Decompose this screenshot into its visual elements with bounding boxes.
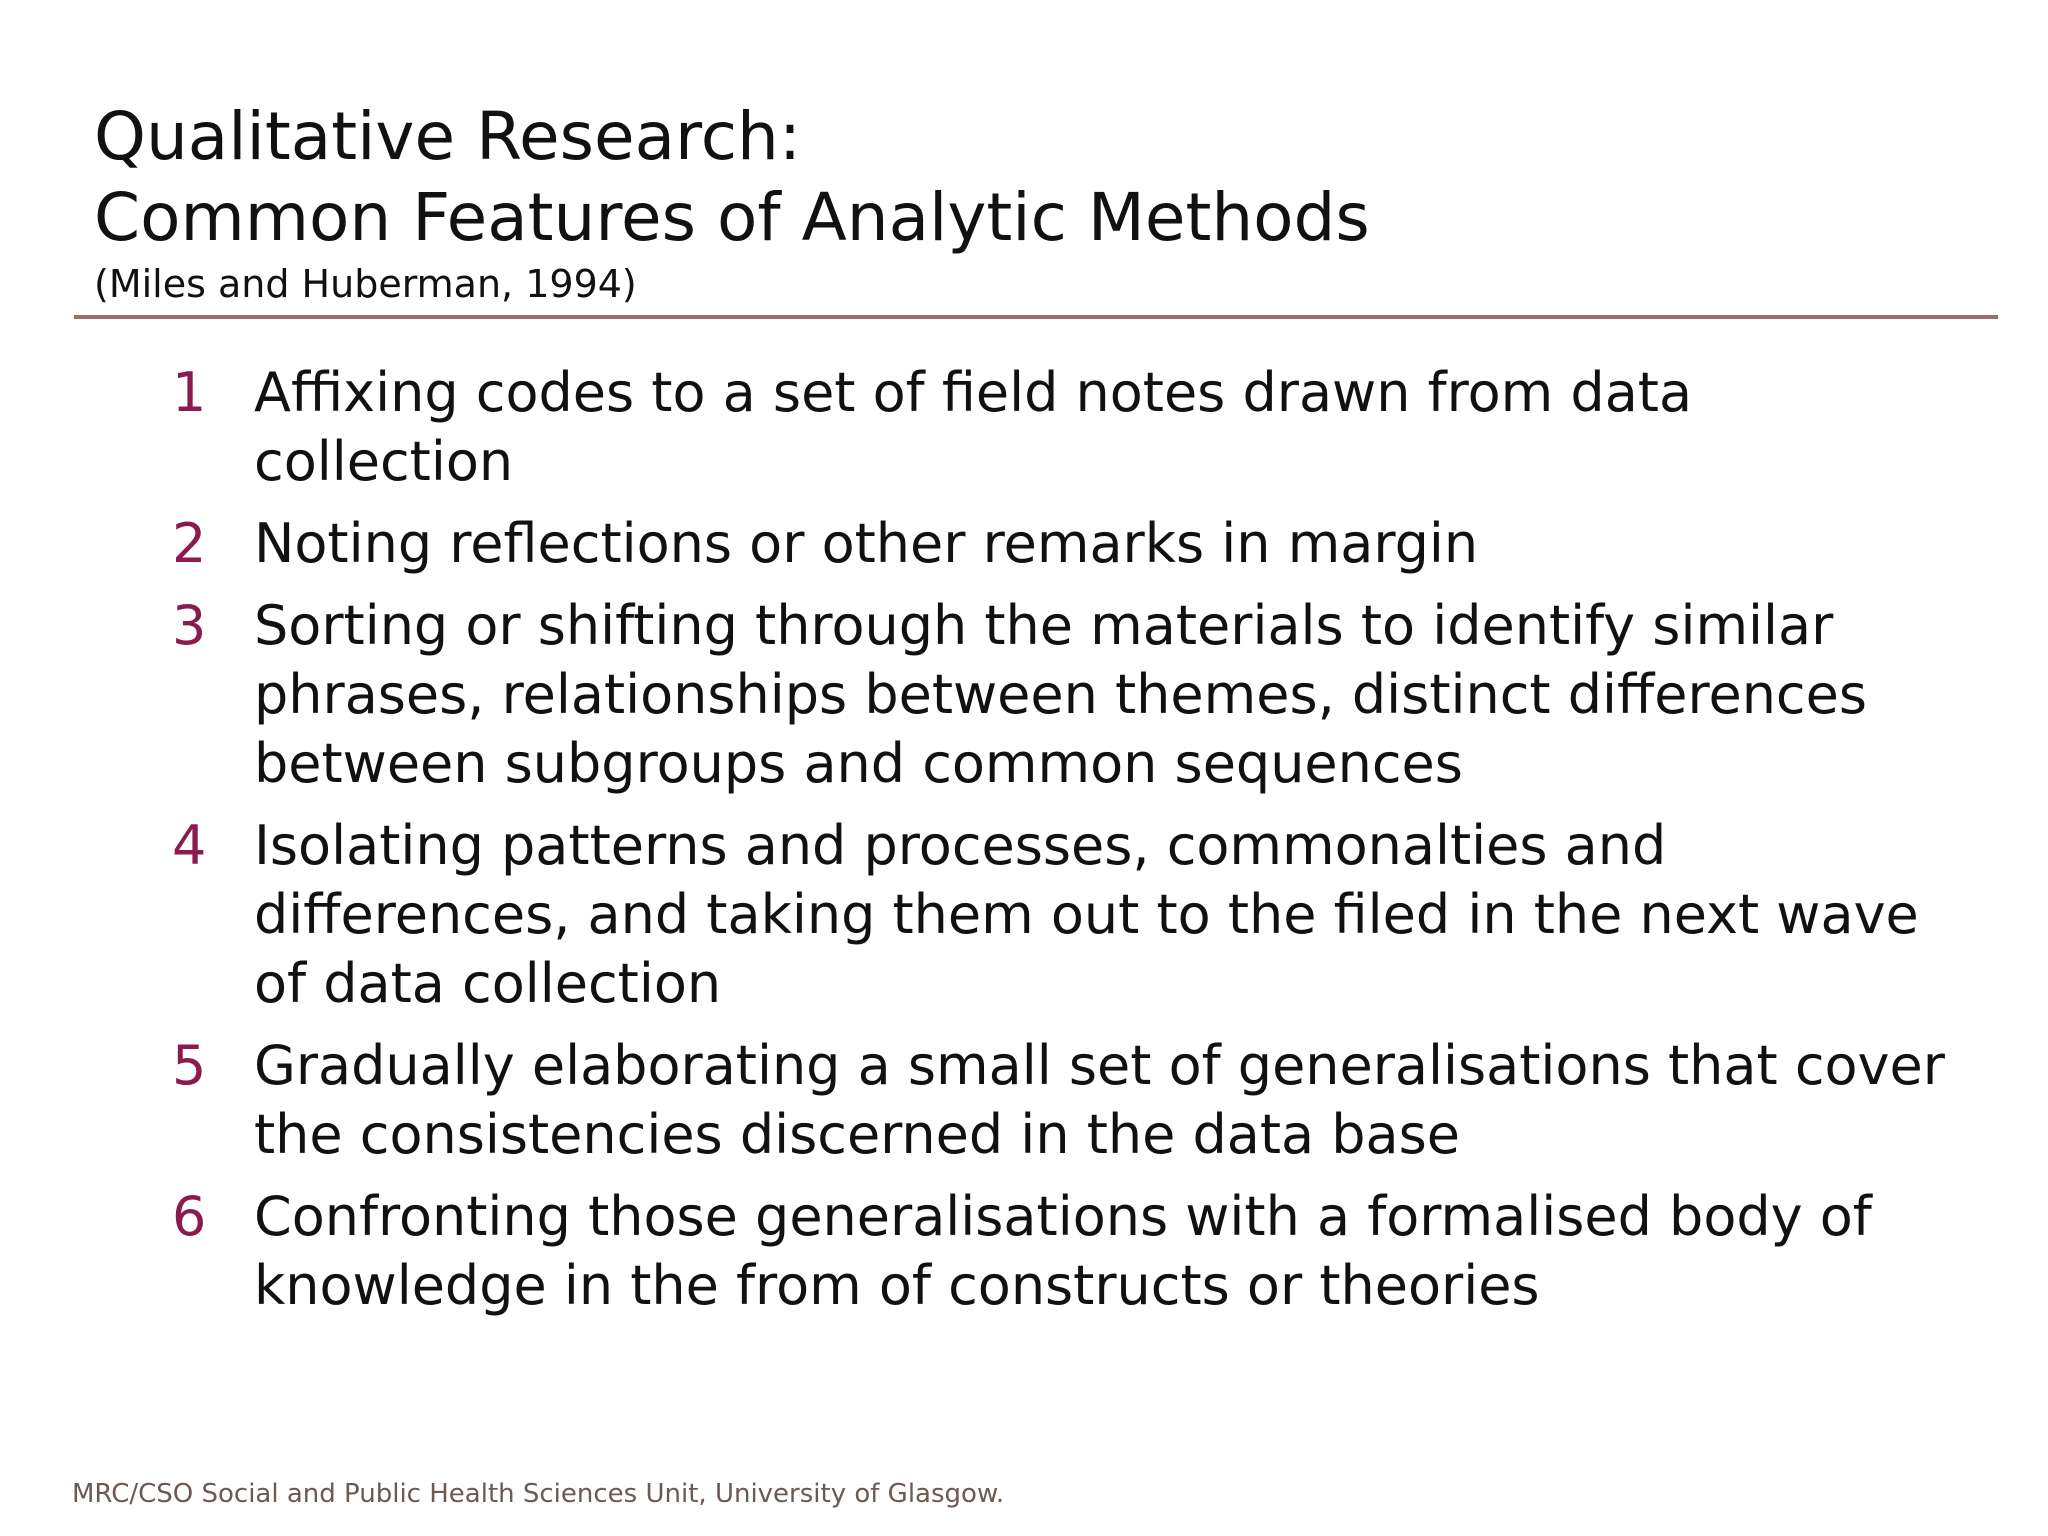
page-subtitle: (Miles and Huberman, 1994) bbox=[94, 262, 637, 306]
list-item bbox=[172, 811, 1972, 1018]
page-title-line-1: Qualitative Research: bbox=[94, 98, 802, 175]
list-item bbox=[172, 591, 1972, 798]
footer-credit: MRC/CSO Social and Public Health Sciences Unit, University of Glasgow. bbox=[72, 1479, 1005, 1509]
list-item-text: Affixing codes to a set of field notes drawn from data collection bbox=[254, 361, 1693, 493]
title-divider bbox=[74, 315, 1998, 319]
list-item bbox=[172, 358, 1972, 496]
list-item bbox=[172, 1182, 1972, 1320]
list-item-number: 2 bbox=[172, 512, 207, 575]
list-item-text: Sorting or shifting through the materials to identify similar phrases, relationships between themes, distinct differences between subgroups and common sequences bbox=[254, 594, 1867, 795]
list-item bbox=[172, 509, 1972, 578]
page-title-line-2: Common Features of Analytic Methods bbox=[94, 179, 1370, 256]
list-item-number: 3 bbox=[172, 594, 207, 657]
list-item-text: Isolating patterns and processes, commonalties and differences, and taking them out to the filed in the next wave of data collection bbox=[254, 814, 1919, 1015]
title-block bbox=[94, 96, 1944, 308]
list-item-number: 4 bbox=[172, 814, 207, 877]
numbered-list bbox=[172, 358, 1972, 1333]
list-item-number: 5 bbox=[172, 1034, 207, 1097]
list-item-number: 1 bbox=[172, 361, 207, 424]
list-item-text: Gradually elaborating a small set of generalisations that cover the consistencies discerned in the data base bbox=[254, 1034, 1945, 1166]
list-item-number: 6 bbox=[172, 1185, 207, 1248]
list-item bbox=[172, 1031, 1972, 1169]
list-item-text: Noting reflections or other remarks in margin bbox=[254, 512, 1479, 575]
list-item-text: Confronting those generalisations with a formalised body of knowledge in the from of constructs or theories bbox=[254, 1185, 1872, 1317]
